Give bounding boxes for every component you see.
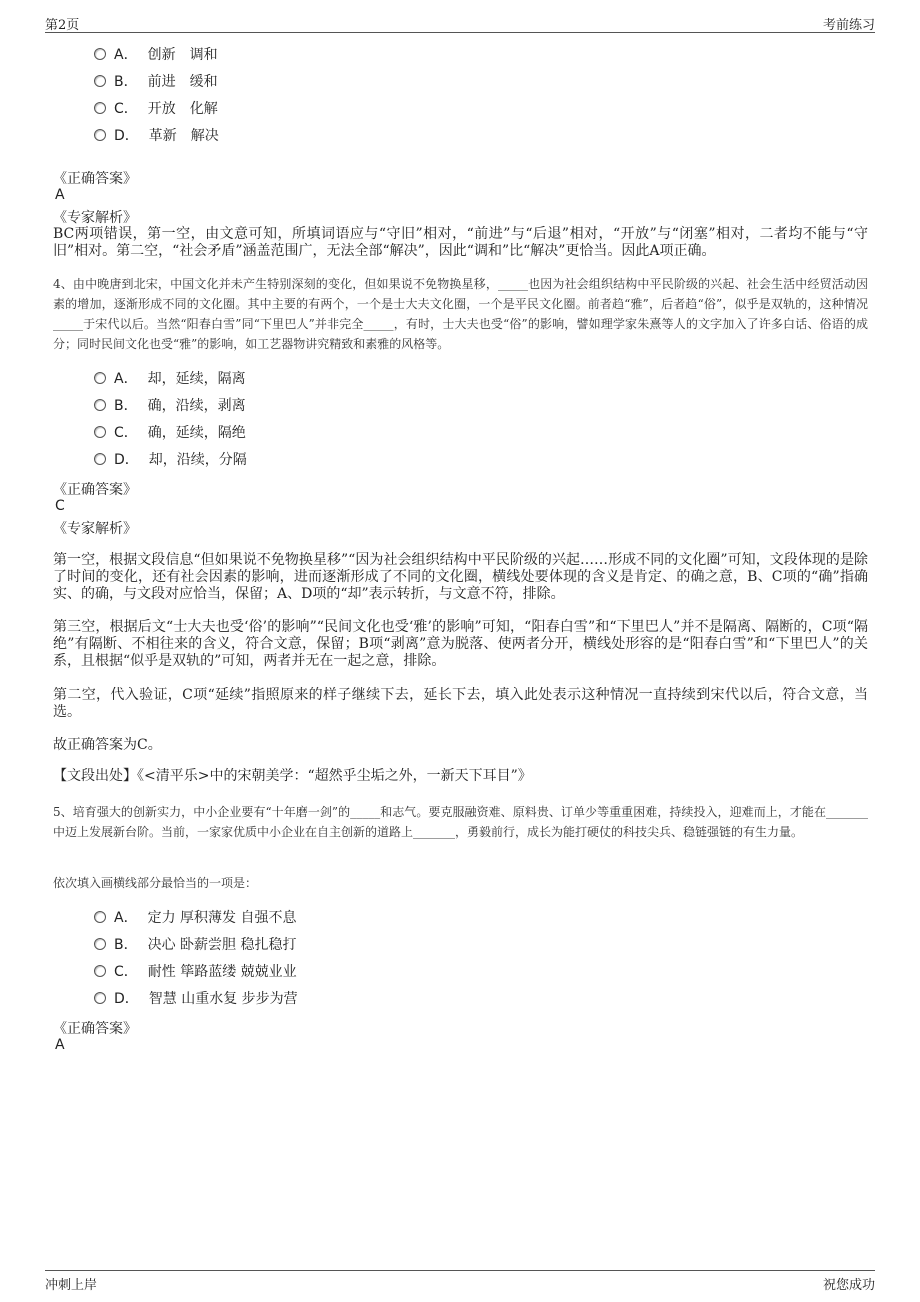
q3-option-a[interactable]: A． 创新 调和 bbox=[94, 45, 218, 65]
q5-option-a[interactable]: A． 定力 厚积薄发 自强不息 bbox=[94, 908, 296, 928]
radio-icon[interactable] bbox=[94, 426, 106, 438]
header-title: 考前练习 bbox=[822, 18, 875, 33]
q5-option-b[interactable]: B． 决心 卧薪尝胆 稳扎稳打 bbox=[94, 935, 297, 955]
q4-option-d[interactable]: D． 却，沿续，分隔 bbox=[94, 450, 247, 470]
analysis-paragraph-2: 第三空，根据后文“士大夫也受‘俗’的影响”“民间文化也受‘雅’的影响”可知，“阳春白雪”和“下里巴人”并不是隔离、隔断的，C项“隔绝”有隔断、不相往来的含义，符合文意，保留；B项“剥离”意为脱落、使两者分开，横线处形容的是“阳春白雪”和“下里巴人”的关系，且根据“似乎是双轨的”可知，两者并无在一起之意，排除。 bbox=[53, 619, 868, 669]
radio-icon[interactable] bbox=[94, 911, 106, 923]
page-number: 第2页 bbox=[45, 18, 80, 33]
q3-option-b[interactable]: B． 前进 缓和 bbox=[94, 72, 218, 92]
q3-option-d[interactable]: D． 革新 解决 bbox=[94, 126, 219, 146]
radio-icon[interactable] bbox=[94, 399, 106, 411]
page-footer bbox=[45, 1270, 875, 1293]
source-citation: 【文段出处】《<清平乐>中的宋朝美学：“超然乎尘垢之外，一新天下耳目”》 bbox=[53, 768, 532, 784]
radio-icon[interactable] bbox=[94, 372, 106, 384]
answer-value: A bbox=[55, 1037, 65, 1053]
answer-label: 《正确答案》 bbox=[53, 1021, 137, 1037]
radio-icon[interactable] bbox=[94, 453, 106, 465]
radio-icon[interactable] bbox=[94, 75, 106, 87]
answer-label: 《正确答案》 bbox=[53, 171, 137, 187]
question-5-prompt: 依次填入画横线部分最恰当的一项是： bbox=[53, 876, 258, 890]
question-4-text: 4、由中晚唐到北宋，中国文化并未产生特别深刻的变化，但如果说不免物换星移，_____也因为社会组织结构中平民阶级的兴起、社会生活中经贸活动因素的增加，逐渐形成不同的文化圈。其中主要的有两个，一个是士大夫文化圈，一个是平民文化圈。前者趋“雅”，后者趋“俗”，似乎是双轨的，这种情况_____于宋代以后。当然“阳春白雪”同“下里巴人”并非完全_____，有时，士大夫也受“俗”的影响，譬如理学家朱熹等人的文字加入了许多白话、俗语的成分；同时民间文化也受“雅”的影响，如工艺器物讲究精致和素雅的风格等。 bbox=[53, 277, 868, 351]
radio-icon[interactable] bbox=[94, 129, 106, 141]
answer-value: A bbox=[55, 187, 65, 203]
q3-option-c[interactable]: C． 开放 化解 bbox=[94, 99, 218, 119]
radio-icon[interactable] bbox=[94, 48, 106, 60]
page-header bbox=[45, 12, 875, 33]
analysis-conclusion: 故正确答案为C。 bbox=[53, 737, 162, 753]
question-5-text: 5、培育强大的创新实力，中小企业要有“十年磨一剑”的_____和志气。要克服融资难、原料贵、订单少等重重困难，持续投入，迎难而上，才能在_______中迈上发展新台阶。当前，一家家优质中小企业在自主创新的道路上_______，勇毅前行，成长为能打硬仗的科技尖兵、稳链强链的有生力量。 bbox=[53, 805, 868, 839]
radio-icon[interactable] bbox=[94, 938, 106, 950]
analysis-label: 《专家解析》 bbox=[53, 521, 137, 537]
radio-icon[interactable] bbox=[94, 102, 106, 114]
q5-option-c[interactable]: C． 耐性 筚路蓝缕 兢兢业业 bbox=[94, 962, 297, 982]
q4-option-a[interactable]: A． 却，延续，隔离 bbox=[94, 369, 246, 389]
analysis-text: BC两项错误，第一空，由文意可知，所填词语应与“守旧”相对，“前进”与“后退”相对，“开放”与“闭塞”相对，二者均不能与“守旧”相对。第二空，“社会矛盾”涵盖范围广，无法全部“解决”，因此“调和”比“解决”更恰当。因此A项正确。 bbox=[53, 226, 868, 259]
radio-icon[interactable] bbox=[94, 965, 106, 977]
analysis-paragraph-3: 第二空，代入验证，C项“延续”指照原来的样子继续下去，延长下去，填入此处表示这种情况一直持续到宋代以后，符合文意，当选。 bbox=[53, 687, 868, 720]
footer-left-text: 冲刺上岸 bbox=[45, 1278, 98, 1293]
answer-label: 《正确答案》 bbox=[53, 482, 137, 498]
analysis-paragraph-1: 第一空，根据文段信息“但如果说不免物换星移”“因为社会组织结构中平民阶级的兴起……形成不同的文化圈”可知，文段体现的是除了时间的变化，还有社会因素的影响，进而逐渐形成了不同的文化圈，横线处要体现的含义是肯定、的确之意，B、C项的“确”指确实、的确，与文段对应恰当，保留；A、D项的“却”表示转折，与文意不符，排除。 bbox=[53, 552, 868, 602]
q5-option-d[interactable]: D． 智慧 山重水复 步步为营 bbox=[94, 989, 298, 1009]
q4-option-b[interactable]: B． 确，沿续，剥离 bbox=[94, 396, 246, 416]
radio-icon[interactable] bbox=[94, 992, 106, 1004]
q4-option-c[interactable]: C． 确，延续，隔绝 bbox=[94, 423, 246, 443]
analysis-label: 《专家解析》 bbox=[53, 210, 137, 226]
answer-value: C bbox=[55, 498, 65, 514]
footer-right-text: 祝您成功 bbox=[822, 1278, 875, 1293]
